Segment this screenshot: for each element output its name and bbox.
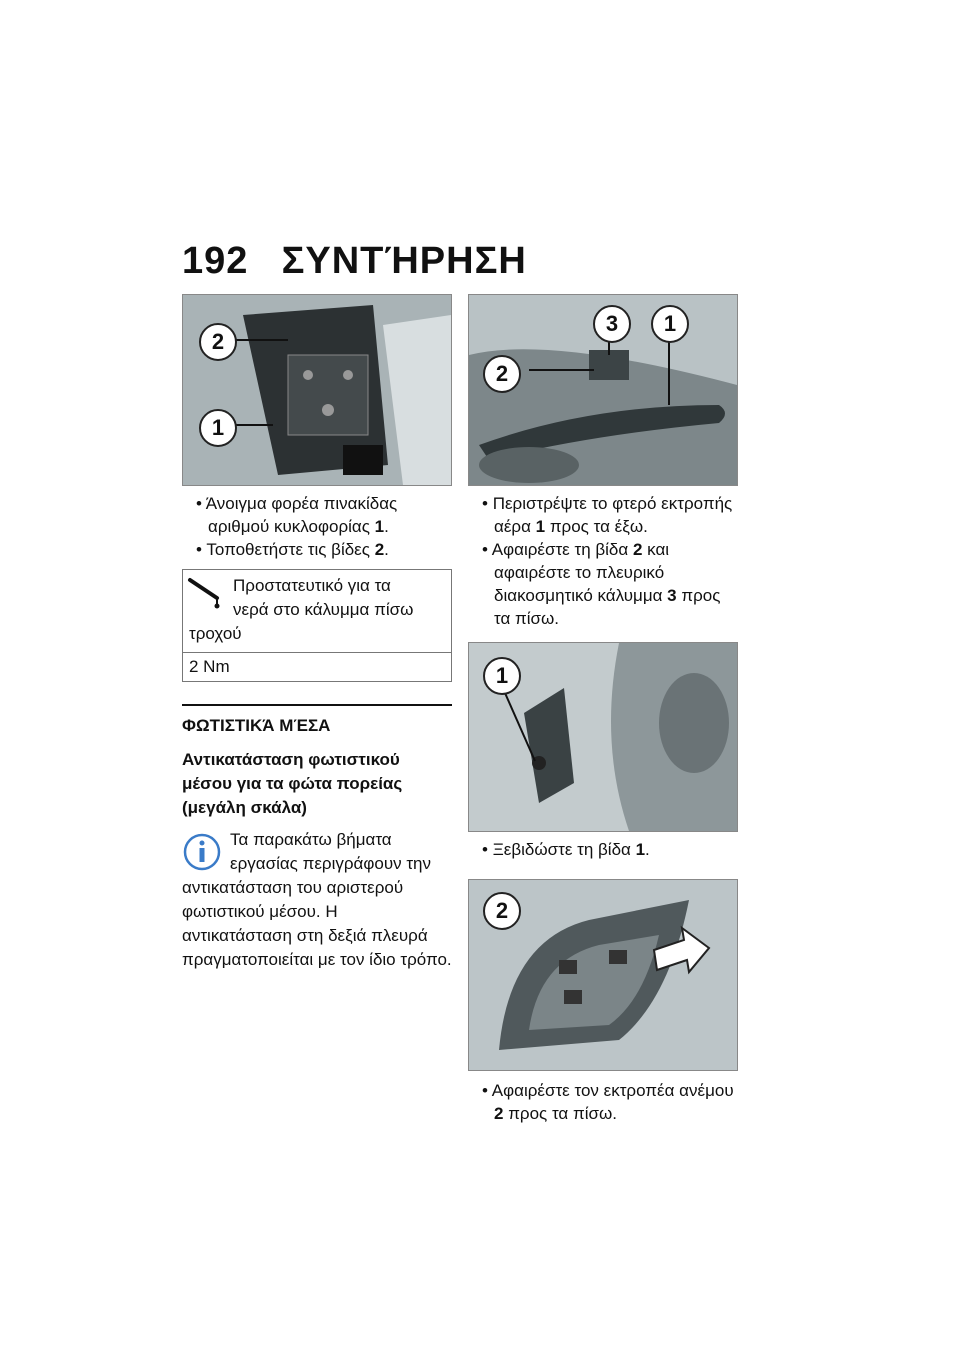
note-text-rest: αντικατάσταση του αριστερού φωτιστικού μέσου. Η αντικατάσταση στη δεξιά πλευρά πραγματοποιείται με τον ίδιο τρόπο.	[182, 878, 452, 969]
license-plate-holder-photo	[182, 294, 452, 486]
note-text-first: Τα παρακάτω βήματα εργασίας περιγράφουν την	[230, 830, 432, 873]
callout-badge: 2	[483, 892, 521, 930]
callout-badge: 2	[199, 323, 237, 361]
right-column	[468, 294, 738, 1125]
list-item: • Αφαιρέστε τη βίδα 2 και αφαιρέστε το πλευρικό διακοσμητικό κάλυμμα 3 προς τα πίσω.	[482, 540, 721, 628]
callout-badge: 1	[483, 657, 521, 695]
info-icon	[182, 832, 222, 872]
info-note	[182, 828, 452, 972]
screw-photo	[468, 642, 738, 832]
page-header	[182, 240, 527, 283]
page-number: 192	[182, 240, 249, 282]
callout-badge: 1	[651, 305, 689, 343]
list-item: • Περιστρέψτε το φτερό εκτροπής αέρα 1 προς τα έξω.	[482, 494, 733, 536]
list-item: • Άνοιγμα φορέα πινακίδας αριθμού κυκλοφορίας 1.	[196, 494, 398, 536]
list-item: • Τοποθετήστε τις βίδες 2.	[196, 540, 389, 559]
torque-wrench-icon	[187, 576, 227, 610]
torque-spec-box	[182, 569, 452, 682]
callout-badge: 1	[199, 409, 237, 447]
spec-label-line1: Προστατευτικό για τα	[233, 576, 391, 595]
list-item: • Ξεβιδώστε τη βίδα 1.	[482, 840, 650, 859]
section-title: ΦΩΤΙΣΤΙΚΆ ΜΈΣΑ	[182, 716, 331, 735]
spec-label-line3: τροχού	[189, 624, 242, 643]
left-column	[182, 294, 452, 972]
sub-title: Αντικατάσταση φωτιστικού μέσου για τα φώτα πορείας (μεγάλη σκάλα)	[182, 750, 403, 817]
callout-badge: 2	[483, 355, 521, 393]
spec-label-line2: νερά στο κάλυμμα πίσω	[233, 600, 414, 619]
section-divider	[182, 704, 452, 706]
deflector-removal-photo	[468, 879, 738, 1071]
chapter-title: ΣΥΝΤΉΡΗΣΗ	[281, 240, 527, 282]
callout-badge: 3	[593, 305, 631, 343]
list-item: • Αφαιρέστε τον εκτροπέα ανέμου 2 προς τα πίσω.	[482, 1081, 734, 1123]
spec-value: 2 Nm	[189, 657, 230, 676]
wind-deflector-photo	[468, 294, 738, 486]
